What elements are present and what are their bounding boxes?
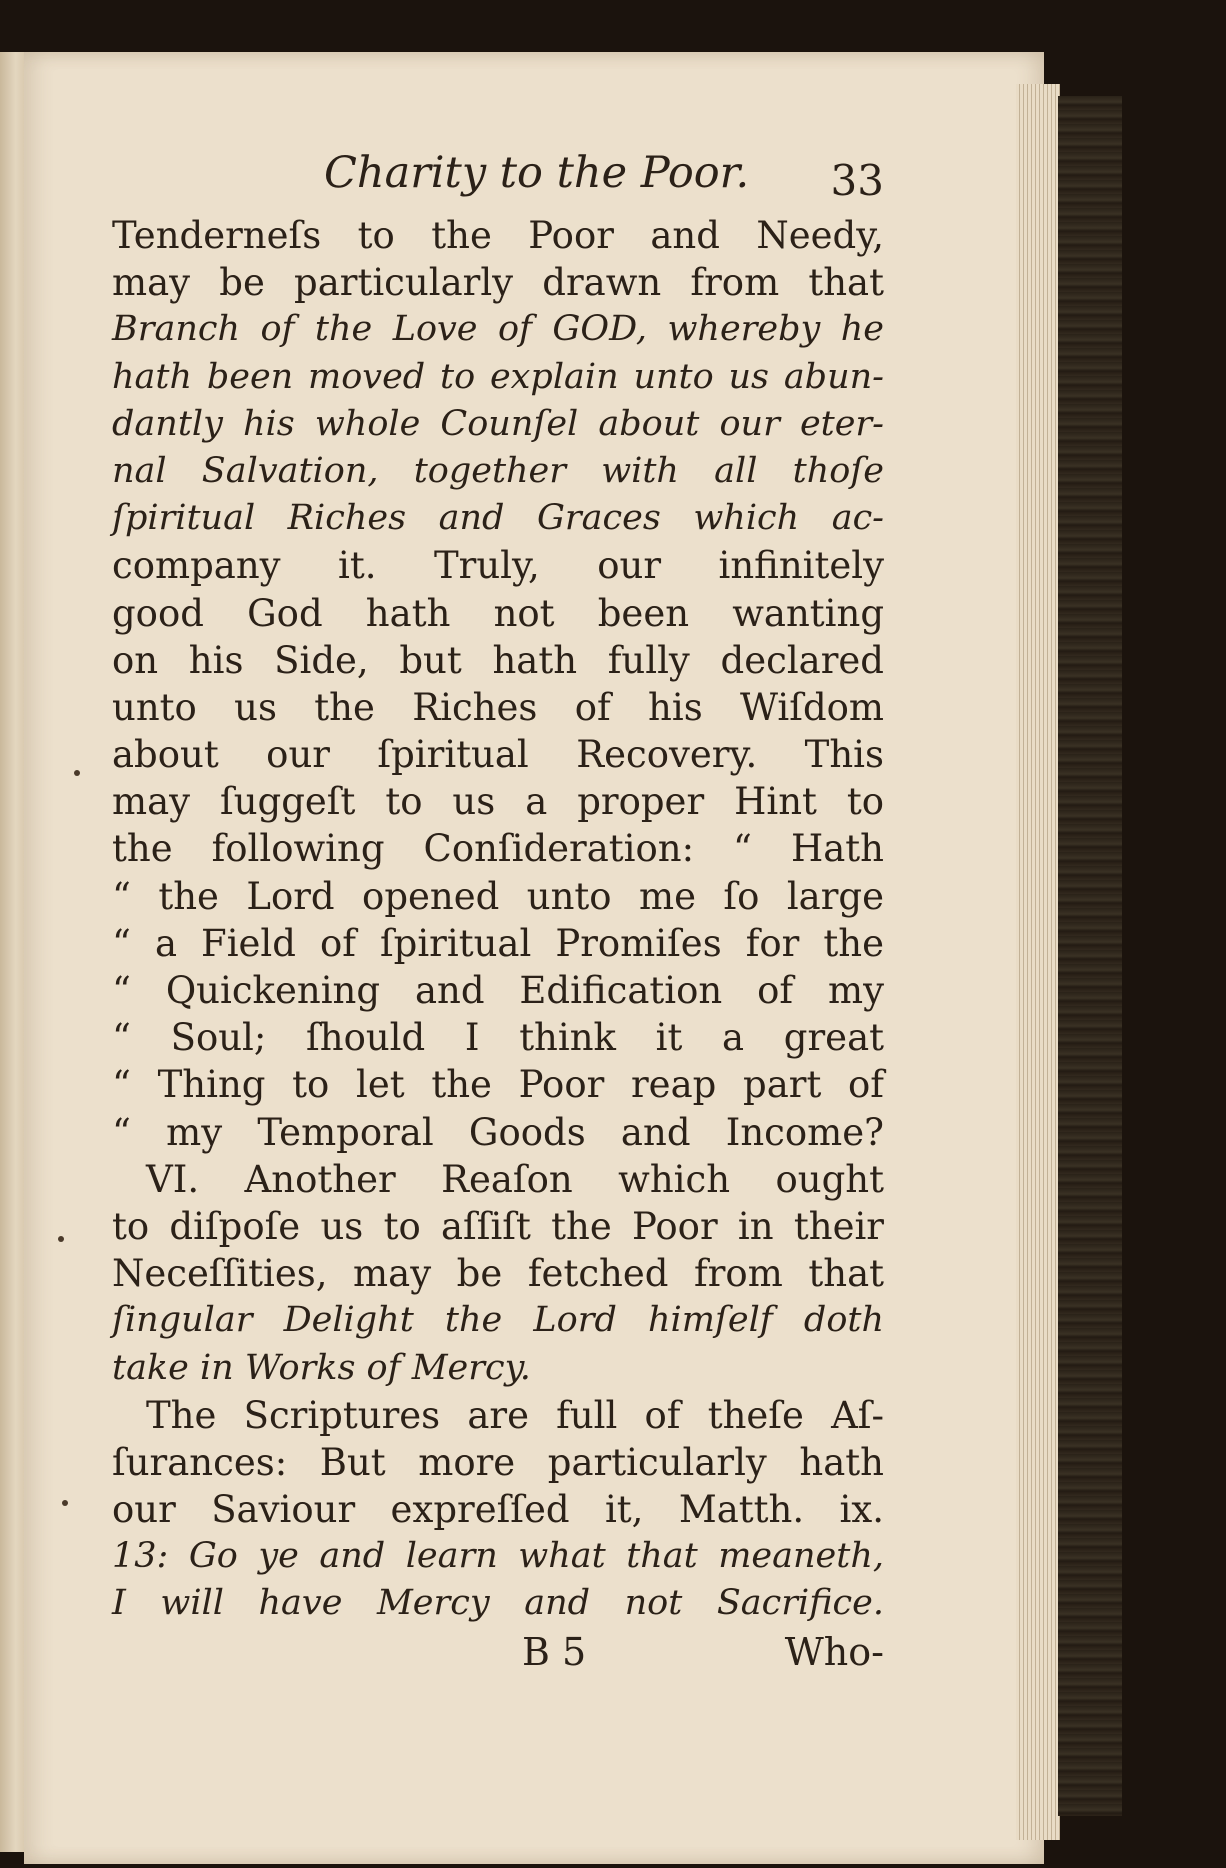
text-line: “ my Temporal Goods and Income? <box>112 1110 884 1154</box>
text-line: The Scriptures are full of theſe Aſ- <box>146 1393 884 1437</box>
text-line: good God hath not been wanting <box>112 591 884 635</box>
body-text <box>112 212 884 1628</box>
margin-mark <box>58 1236 64 1242</box>
text-line: Branch of the Love of GOD, whereby he <box>112 309 884 350</box>
text-line: company it. Truly, our infinitely <box>112 544 884 588</box>
page-edges <box>1016 84 1060 1840</box>
book-cover-edge <box>1058 96 1122 1816</box>
catchword: Who- <box>784 1629 884 1674</box>
signature-mark: B 5 <box>522 1629 587 1674</box>
text-line: ſingular Delight the Lord himſelf doth <box>112 1300 884 1341</box>
text-line: the following Conſideration: “ Hath <box>112 827 884 871</box>
text-line: “ Quickening and Edification of my <box>112 969 884 1012</box>
margin-mark <box>62 1500 68 1506</box>
text-line: our Saviour expreſſed it, Matth. ix. <box>112 1488 884 1532</box>
text-line: hath been moved to explain unto us abun- <box>112 356 884 397</box>
page-header <box>112 148 884 212</box>
page-text <box>112 148 884 1686</box>
text-line: “ Thing to let the Poor reap part of <box>112 1063 884 1107</box>
text-line: 13: Go ye and learn what that meaneth, <box>112 1536 884 1577</box>
text-line: Neceſſities, may be fetched from that <box>112 1252 884 1296</box>
text-line: about our ſpiritual Recovery. This <box>112 733 884 777</box>
text-line: “ Soul; ſhould I think it a great <box>112 1016 884 1060</box>
text-line: ſurances: But more particularly hath <box>112 1440 884 1484</box>
previous-page-edge <box>0 52 26 1852</box>
text-line: I will have Mercy and not Sacrifice. <box>112 1583 884 1624</box>
page-footer <box>112 1630 884 1686</box>
running-head: Charity to the Poor. <box>324 148 750 198</box>
text-line: unto us the Riches of his Wiſdom <box>112 685 884 729</box>
text-line: on his Side, but hath fully declared <box>112 638 884 682</box>
text-line: VI. Another Reaſon which ought <box>146 1157 884 1201</box>
margin-mark <box>74 770 80 776</box>
text-line: nal Salvation, together with all thoſe <box>112 450 884 491</box>
text-line: ſpiritual Riches and Graces which ac- <box>112 498 884 539</box>
text-line: may be particularly drawn from that <box>112 261 884 305</box>
text-line: “ the Lord opened unto me ſo large <box>112 874 884 918</box>
text-line: to diſpoſe us to aſſiſt the Poor in their <box>112 1204 884 1248</box>
page-number: 33 <box>830 156 884 205</box>
text-line: Tenderneſs to the Poor and Needy, <box>112 214 884 257</box>
text-line: may ſuggeſt to us a proper Hint to <box>112 780 884 824</box>
text-line: take in Works of Mercy. <box>112 1347 531 1388</box>
text-line: “ a Field of ſpiritual Promiſes for the <box>112 921 884 965</box>
text-line: dantly his whole Counſel about our eter- <box>112 403 884 444</box>
